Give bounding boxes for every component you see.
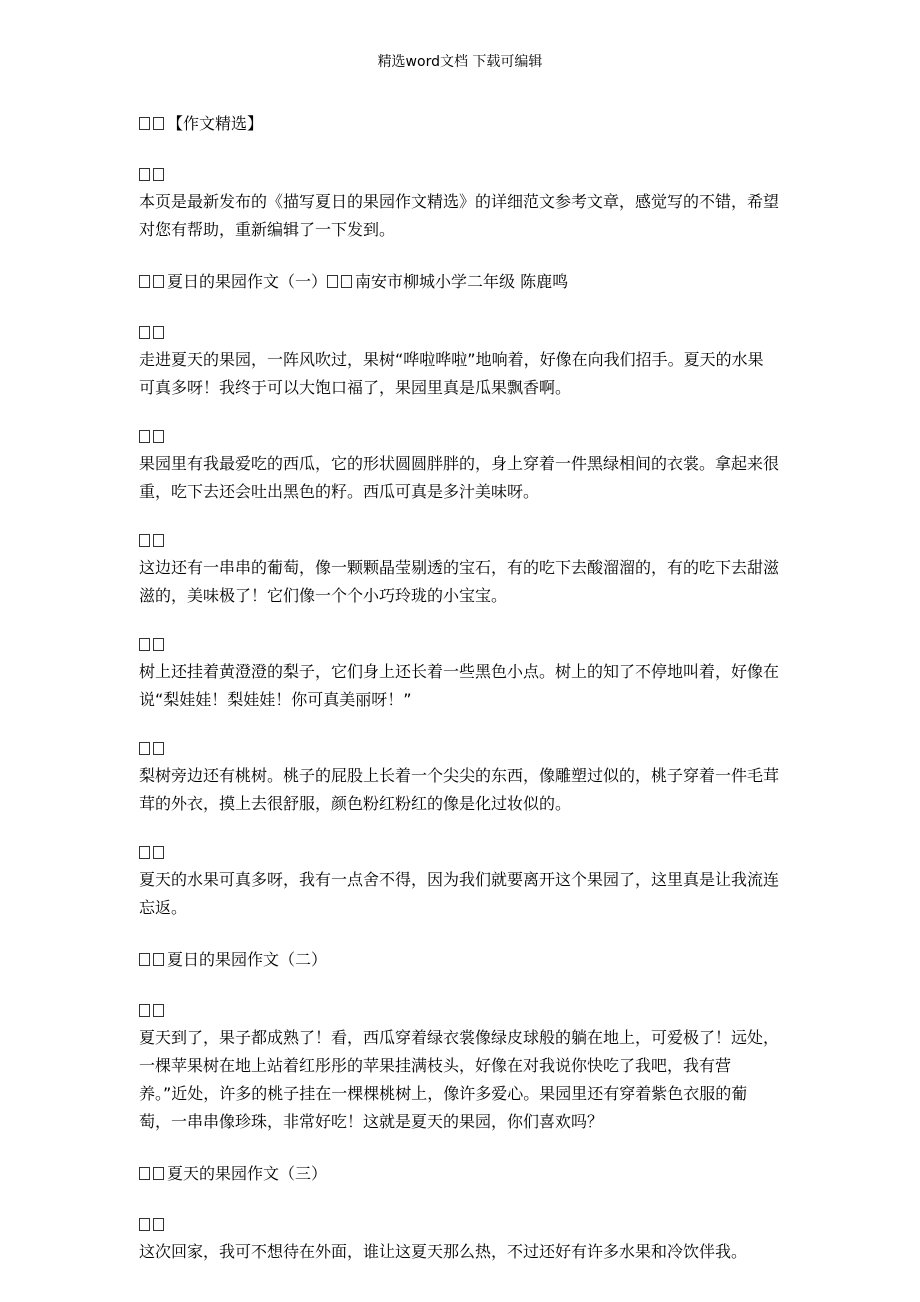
intro-paragraph: 本页是最新发布的《描写夏日的果园作文精选》的详细范文参考文章，感觉写的不错，希望对您有帮助，重新编辑了一下发到。 [139,192,780,239]
essay-paragraph: 树上还挂着黄澄澄的梨子，它们身上还长着一些黑色小点。树上的知了不停地叫着，好像在说“梨娃娃！梨娃娃！你可真美丽呀！” [139,662,780,709]
placeholder-box-icon [153,953,164,966]
document-title [139,110,779,138]
placeholder-box-icon [153,1167,164,1180]
placeholder-box-icon [153,742,164,755]
essay-paragraph: 夏天到了，果子都成熟了！看，西瓜穿着绿衣裳像绿皮球般的躺在地上，可爱极了！远处，一棵苹果树在地上站着红彤彤的苹果挂满枝头，好像在对我说你快吃了我吧，我有营养。”近处，许多的桃子挂在一棵棵桃树上，像许多爱心。果园里还有穿着紫色衣服的葡萄，一串串像珍珠，非常好吃！这就是夏天的果园，你们喜欢吗？ [139,1028,780,1131]
placeholder-box-icon [153,534,164,547]
placeholder-box-icon [139,846,150,859]
paragraph-marker [139,842,779,866]
placeholder-box-icon [153,430,164,443]
section-heading-3 [139,1160,779,1188]
placeholder-box-icon [139,430,150,443]
placeholder-box-icon [153,1004,164,1017]
title-text: 【作文精选】 [167,114,264,133]
paragraph-marker [139,322,779,346]
document-body [139,110,779,1290]
paragraph-marker [139,634,779,658]
section-heading-1 [139,268,779,296]
paragraph-marker [139,738,779,762]
paragraph-marker [139,1214,779,1238]
placeholder-box-icon [153,638,164,651]
essay-paragraph: 走进夏天的果园，一阵风吹过，果树“哗啦哗啦”地响着，好像在向我们招手。夏天的水果可真多呀！我终于可以大饱口福了，果园里真是瓜果飘香啊。 [139,350,764,397]
placeholder-box-icon [139,275,150,288]
section-heading-2 [139,946,779,974]
placeholder-box-icon [139,953,150,966]
placeholder-box-icon [153,326,164,339]
paragraph-marker [139,426,779,450]
placeholder-box-icon [153,168,164,181]
section-title: 夏天的果园作文（三） [167,1164,328,1183]
placeholder-box-icon [153,275,164,288]
placeholder-box-icon [139,168,150,181]
placeholder-box-icon [139,117,150,130]
essay-paragraph: 梨树旁边还有桃树。桃子的屁股上长着一个尖尖的东西，像雕塑过似的，桃子穿着一件毛茸茸的外衣，摸上去很舒服，颜色粉红粉红的像是化过妆似的。 [139,766,780,813]
paragraph-marker [139,1000,779,1024]
paragraph-marker [139,530,779,554]
section-title: 夏日的果园作文（一） [167,272,328,291]
essay-paragraph: 这次回家，我可不想待在外面，谁让这夏天那么热，不过还好有许多水果和冷饮伴我。 [139,1242,748,1261]
placeholder-box-icon [139,326,150,339]
placeholder-box-icon [139,1004,150,1017]
page-header: 精选word文档 下载可编辑 [377,54,543,70]
placeholder-box-icon [139,742,150,755]
placeholder-box-icon [153,846,164,859]
section-title: 夏日的果园作文（二） [167,950,328,969]
essay-paragraph: 这边还有一串串的葡萄，像一颗颗晶莹剔透的宝石，有的吃下去酸溜溜的，有的吃下去甜滋滋的，美味极了！它们像一个个小巧玲珑的小宝宝。 [139,558,780,605]
essay-paragraph: 夏天的水果可真多呀，我有一点舍不得，因为我们就要离开这个果园了，这里真是让我流连忘返。 [139,870,780,917]
placeholder-box-icon [153,1218,164,1231]
placeholder-box-icon [139,1218,150,1231]
placeholder-box-icon [327,275,338,288]
placeholder-box-icon [341,275,352,288]
placeholder-box-icon [153,117,164,130]
placeholder-box-icon [139,638,150,651]
section-author: 南安市柳城小学二年级 陈鹿鸣 [355,272,569,291]
paragraph-marker [139,164,779,188]
placeholder-box-icon [139,1167,150,1180]
essay-paragraph: 果园里有我最爱吃的西瓜，它的形状圆圆胖胖的，身上穿着一件黑绿相间的衣裳。拿起来很重，吃下去还会吐出黑色的籽。西瓜可真是多汁美味呀。 [139,454,780,501]
placeholder-box-icon [139,534,150,547]
